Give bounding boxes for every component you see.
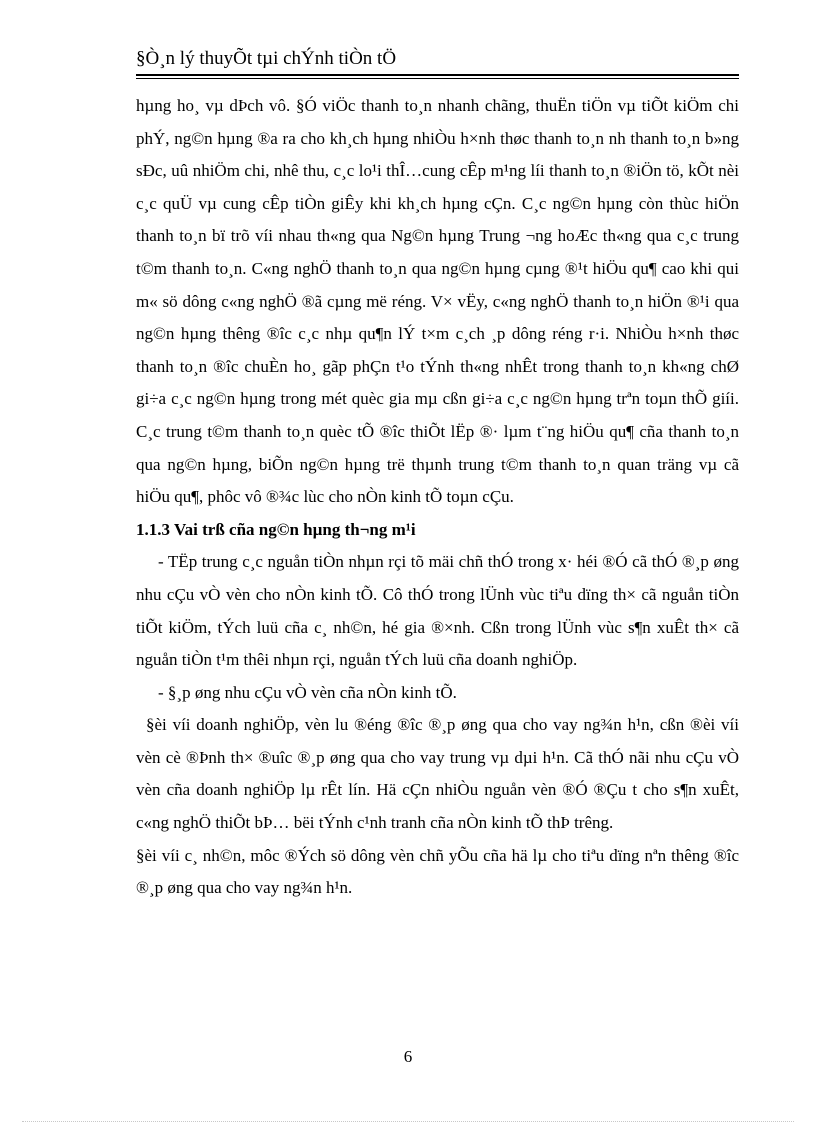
paragraph: - §¸p øng nhu cÇu vÒ vèn cña nÒn kinh tÕ. <box>158 682 457 702</box>
paragraph: §èi víi doanh nghiÖp, vèn lu ®éng ®îc ®¸p øng qua cho vay ng¾n h¹n, cßn ®èi víi vèn cè ®Þnh th× ®uîc ®¸p øng qua cho vay trung vµ dµi h¹n. Cã thÓ nãi nhu cÇu vÒ vèn cña doanh nghiÖp lµ rÊt lín. Hä cÇn nhiÒu nguån vèn ®Ó ®Çu t cho s¶n xuÊt, c«ng nghÖ thiÕt bÞ… bëi tÝnh c¹nh tranh cña nÒn kinh tÕ thÞ trêng. <box>136 715 739 833</box>
section-heading: 1.1.3 Vai trß cña ng©n hµng th¬ng m¹i <box>136 519 416 539</box>
paragraph: §èi víi c¸ nh©n, môc ®Ých sö dông vèn chñ yÕu cña hä lµ cho tiªu dïng nªn thêng ®îc ®¸p øng qua cho vay ng¾n h¹n. <box>136 845 739 898</box>
paragraph: hµng ho¸ vµ dÞch vô. §Ó viÖc thanh to¸n nhanh chãng, thuËn tiÖn vµ tiÕt kiÖm chi phÝ, ng©n hµng ®a ra cho kh¸ch hµng nhiÒu h×nh thøc thanh to¸n nh thanh to¸n b»ng sÐc, uû nhiÖm chi, nhê thu, c¸c lo¹i thÎ…cung cÊp m¹ng líi thanh to¸n ®iÖn tö, kÕt nèi c¸c quÜ vµ cung cÊp tiÒn giÊy khi kh¸ch hµng cÇn. C¸c ng©n hµng còn thùc hiÖn thanh to¸n bï trõ víi nhau th«ng qua Ng©n hµng Trung ¬ng hoÆc th«ng qua c¸c trung t©m thanh to¸n. C«ng nghÖ thanh to¸n qua ng©n hµng cµng ®¹t hiÖu qu¶ cao khi qui m« sö dông c«ng nghÖ ®ã cµng më réng. V× vËy, c«ng nghÖ thanh to¸n hiÖn ®¹i qua ng©n hµng thêng ®îc c¸c nhµ qu¶n lÝ t×m c¸ch ¸p dông réng r·i. NhiÒu h×nh thøc thanh to¸n ®îc chuÈn ho¸ gãp phÇn t¹o tÝnh th«ng nhÊt trong thanh to¸n kh«ng chØ gi÷a c¸c ng©n hµng trong mét quèc gia mµ cßn gi÷a c¸c ng©n hµng trªn toµn thÕ giíi. C¸c trung t©m thanh to¸n quèc tÕ ®îc thiÕt lËp ®· lµm t¨ng hiÖu qu¶ cña thanh to¸n qua ng©n hµng, biÕn ng©n hµng trë thµnh trung t©m thanh to¸n quan träng vµ cã hiÖu qu¶, phôc vô ®¾c lùc cho nÒn kinh tÕ toµn cÇu. <box>136 96 739 507</box>
running-header <box>136 44 739 76</box>
page-edge-divider <box>22 1121 794 1122</box>
header-title: §Ò¸n lý thuyÕt tµi chÝnh tiÒn tÖ <box>136 48 397 69</box>
page-number: 6 <box>403 1047 413 1066</box>
page-body <box>136 90 739 905</box>
paragraph: - TËp trung c¸c nguån tiÒn nhµn rçi tõ mäi chñ thÓ trong x· héi ®Ó cã thÓ ®¸p øng nhu cÇu vÒ vèn cho nÒn kinh tÕ. Cô thÓ trong lÜnh vùc tiªu dïng th× cã nguån tiÒn tiÕt kiÖm, tÝch luü cña c¸ nh©n, hé gia ®×nh. Cßn trong lÜnh vùc s¶n xuÊt th× cã nguån tiÒn t¹m thêi nhµn rçi, nguån tÝch luü cña doanh nghiÖp. <box>136 552 739 670</box>
